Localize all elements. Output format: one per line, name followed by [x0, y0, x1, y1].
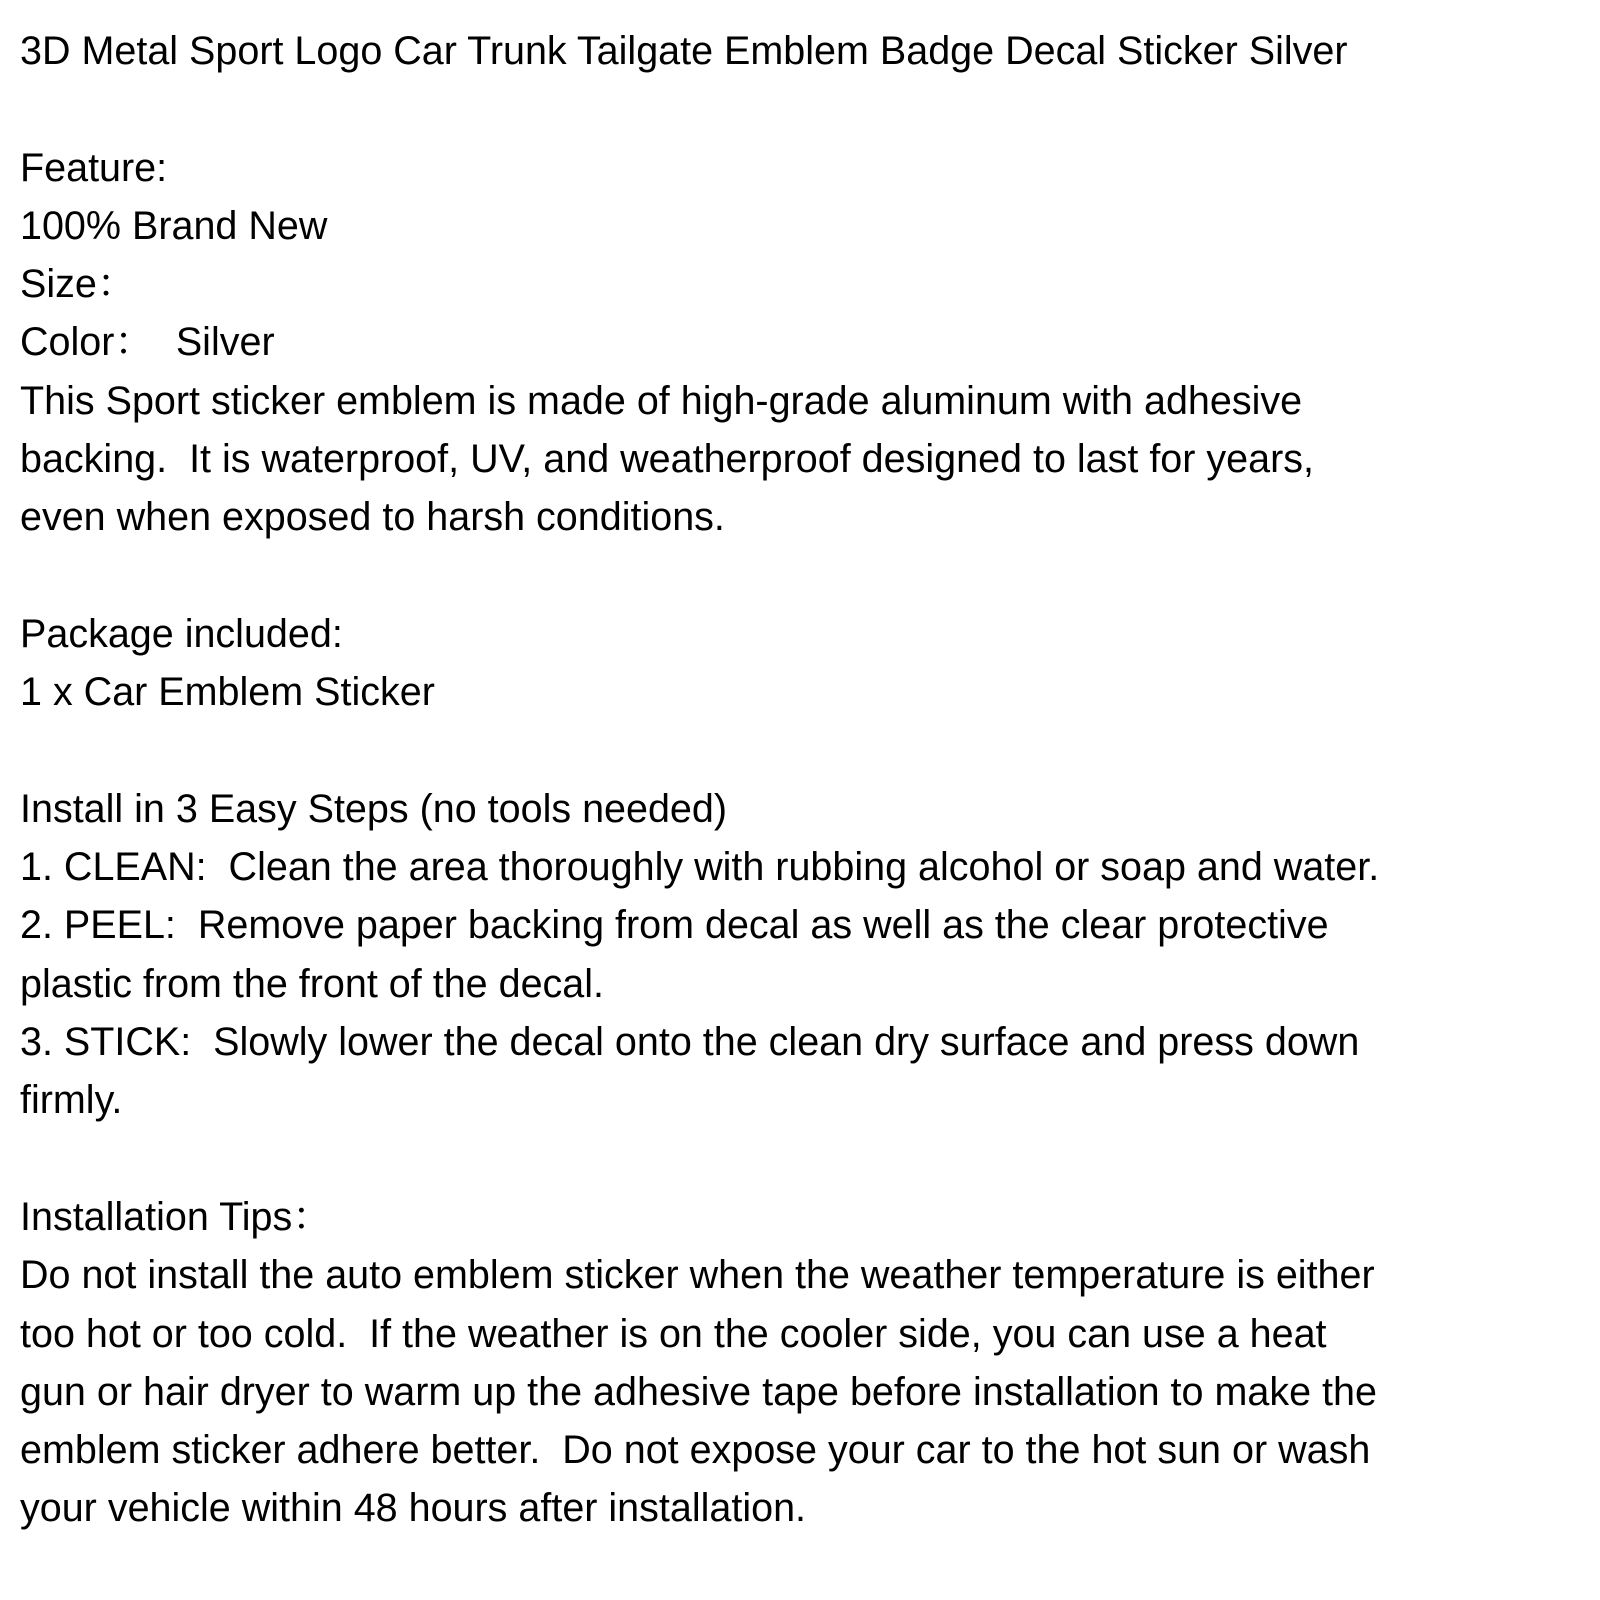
package-heading: Package included:: [20, 611, 343, 656]
install-heading: Install in 3 Easy Steps (no tools needed): [20, 786, 728, 831]
feature-brand: 100% Brand New: [20, 203, 328, 248]
tips-line: emblem sticker adhere better. Do not expose your car to the hot sun or wash: [20, 1428, 1371, 1473]
tips-line: gun or hair dryer to warm up the adhesive tape before installation to make the: [20, 1369, 1377, 1414]
spacer: [20, 80, 1590, 138]
spacer: [20, 547, 1590, 605]
feature-description-line: backing. It is waterproof, UV, and weatherproof designed to last for years,: [20, 437, 1314, 482]
tips-line: too hot or too cold. If the weather is on the cooler side, you can use a heat: [20, 1311, 1327, 1356]
feature-color: Color： Silver: [20, 320, 275, 365]
tips-heading: Installation Tips：: [20, 1194, 332, 1239]
feature-description-line: even when exposed to harsh conditions.: [20, 495, 725, 540]
product-title: 3D Metal Sport Logo Car Trunk Tailgate Emblem Badge Decal Sticker Silver: [20, 29, 1348, 73]
tips-line: your vehicle within 48 hours after installation.: [20, 1486, 807, 1531]
spacer: [20, 1130, 1590, 1188]
install-step: 1. CLEAN: Clean the area thoroughly with rubbing alcohol or soap and water.: [20, 845, 1380, 890]
tips-line: Do not install the auto emblem sticker when the weather temperature is either: [20, 1253, 1375, 1298]
package-item: 1 x Car Emblem Sticker: [20, 670, 435, 715]
spacer: [20, 722, 1590, 780]
install-step: 3. STICK: Slowly lower the decal onto the clean dry surface and press down: [20, 1020, 1360, 1065]
feature-heading: Feature:: [20, 145, 168, 190]
install-step: plastic from the front of the decal.: [20, 961, 605, 1006]
install-step: firmly.: [20, 1078, 123, 1123]
feature-description-line: This Sport sticker emblem is made of high-grade aluminum with adhesive: [20, 378, 1303, 423]
feature-size: Size：: [20, 262, 137, 307]
product-description-document: [20, 22, 1590, 1538]
install-step: 2. PEEL: Remove paper backing from decal as well as the clear protective: [20, 903, 1329, 948]
